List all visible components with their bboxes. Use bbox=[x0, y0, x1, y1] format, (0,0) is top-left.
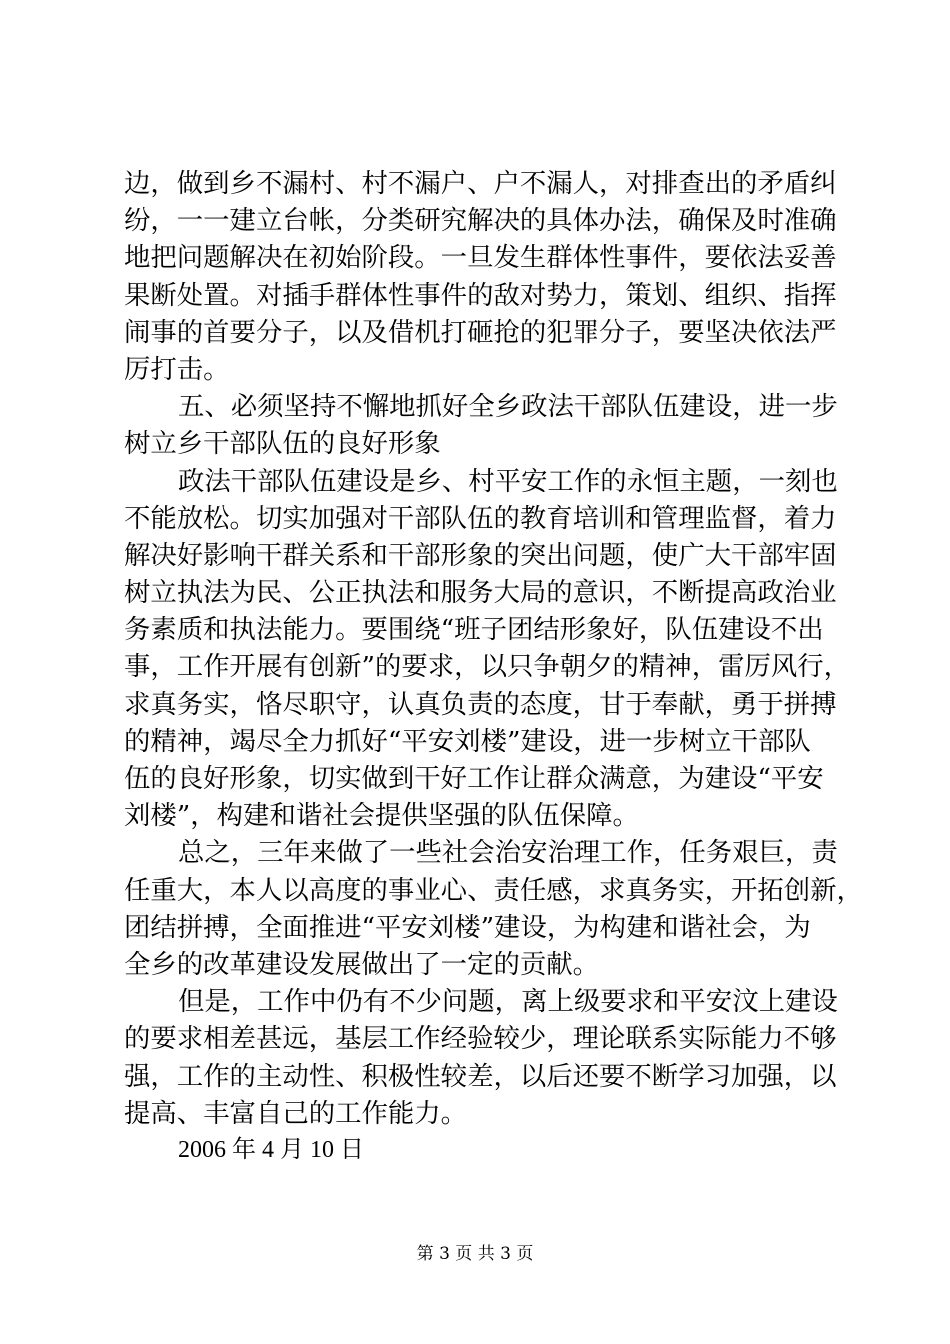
text-line: 强，工作的主动性、积极性较差，以后还要不断学习加强，以 bbox=[124, 1060, 837, 1092]
text-line: 厉打击。 bbox=[124, 353, 230, 385]
text-line: 全乡的改革建设发展做出了一定的贡献。 bbox=[124, 948, 600, 980]
text-line: 刘楼”，构建和谐社会提供坚强的队伍保障。 bbox=[124, 800, 639, 832]
page-footer: 第 3 页 共 3 页 bbox=[416, 1244, 534, 1264]
text-line: 地把问题解决在初始阶段。一旦发生群体性事件，要依法妥善 bbox=[124, 242, 837, 274]
text-line: 解决好影响干群关系和干部形象的突出问题，使广大干部牢固 bbox=[124, 539, 837, 571]
text-line: 闹事的首要分子，以及借机打砸抢的犯罪分子，要坚决依法严 bbox=[124, 316, 837, 348]
text-line: 务素质和执法能力。要围绕“班子团结形象好，队伍建设不出 bbox=[124, 614, 824, 646]
text-line: 的精神，竭尽全力抓好“平安刘楼”建设，进一步树立干部队 bbox=[124, 725, 811, 757]
text-line: 事，工作开展有创新”的要求，以只争朝夕的精神，雷厉风行， bbox=[124, 651, 851, 683]
text-line: 政法干部队伍建设是乡、村平安工作的永恒主题，一刻也 bbox=[178, 465, 838, 497]
text-line: 求真务实，恪尽职守，认真负责的态度，甘于奉献，勇于拼搏 bbox=[124, 688, 837, 720]
text-line: 总之，三年来做了一些社会治安治理工作，任务艰巨，责 bbox=[178, 837, 838, 869]
text-line: 的要求相差甚远，基层工作经验较少，理论联系实际能力不够 bbox=[124, 1023, 837, 1055]
text-line: 不能放松。切实加强对干部队伍的教育培训和管理监督，着力 bbox=[124, 502, 837, 534]
text-line: 提高、丰富自己的工作能力。 bbox=[124, 1097, 468, 1129]
text-line: 任重大，本人以高度的事业心、责任感，求真务实，开拓创新， bbox=[124, 874, 863, 906]
text-line: 伍的良好形象，切实做到干好工作让群众满意，为建设“平安 bbox=[124, 763, 824, 794]
document-date: 2006 年 4 月 10 日 bbox=[178, 1136, 364, 1163]
text-line: 树立执法为民、公正执法和服务大局的意识，不断提高政治业 bbox=[124, 577, 837, 609]
text-line: 树立乡干部队伍的良好形象 bbox=[124, 428, 441, 460]
text-line: 但是，工作中仍有不少问题，离上级要求和平安汶上建设 bbox=[178, 986, 838, 1018]
text-line: 纷，一一建立台帐，分类研究解决的具体办法，确保及时准确 bbox=[124, 205, 837, 237]
document-body bbox=[124, 165, 863, 1169]
text-line: 五、必须坚持不懈地抓好全乡政法干部队伍建设，进一步 bbox=[178, 391, 838, 423]
text-line: 边，做到乡不漏村、村不漏户、户不漏人，对排查出的矛盾纠 bbox=[124, 168, 837, 199]
text-line: 团结拼搏，全面推进“平安刘楼”建设，为构建和谐社会，为 bbox=[124, 911, 811, 943]
text-line: 果断处置。对插手群体性事件的敌对势力，策划、组织、指挥 bbox=[124, 279, 837, 311]
